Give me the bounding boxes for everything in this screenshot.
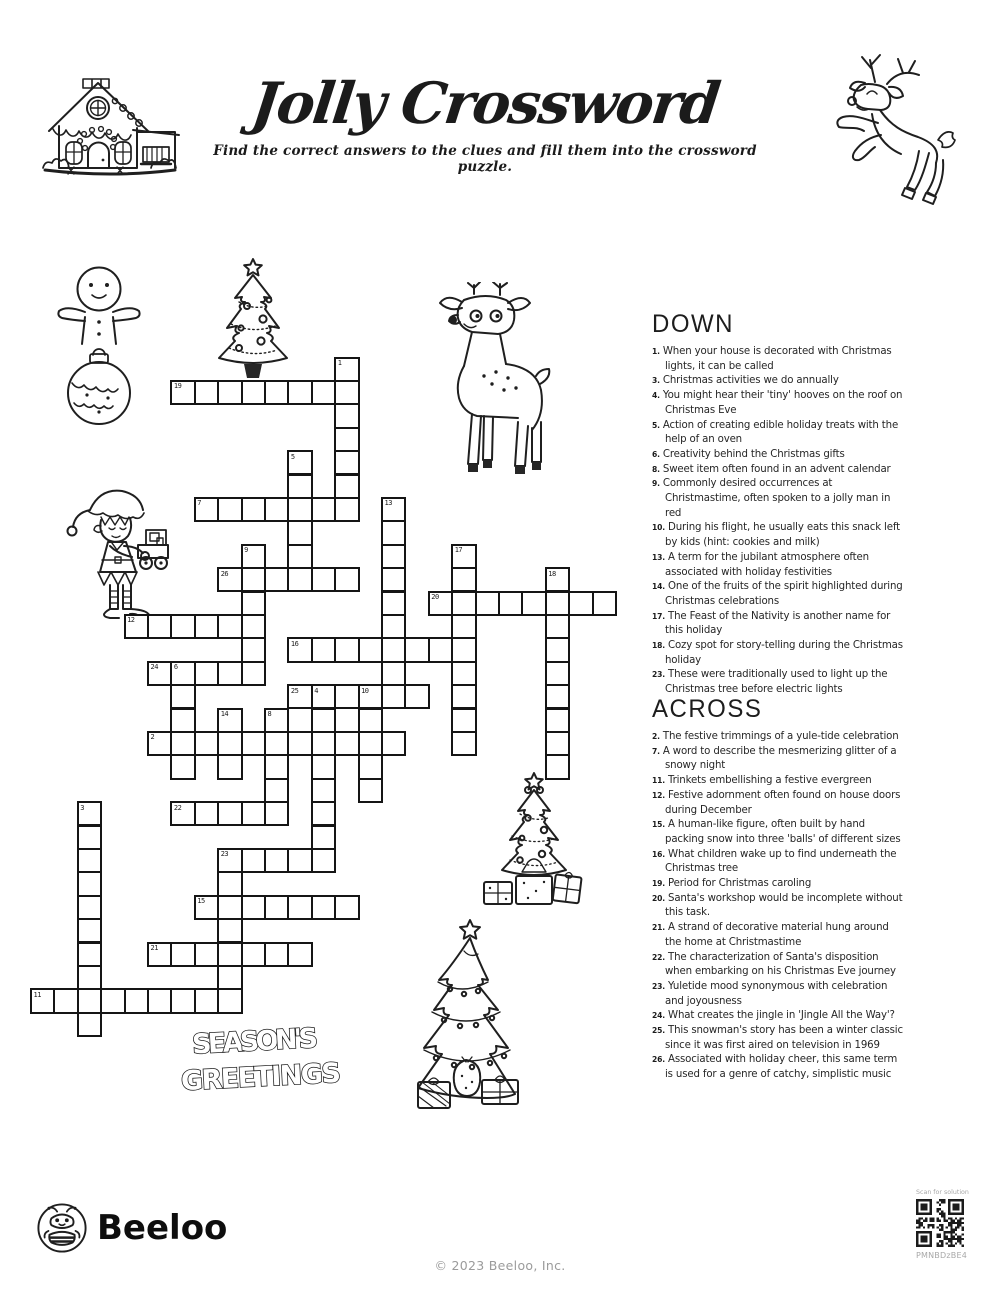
- large-christmas-tree-icon: [398, 916, 576, 1120]
- clue-text: You might hear their 'tiny' hooves on the roof on Christmas Eve: [662, 390, 903, 416]
- down-header: DOWN: [652, 310, 734, 339]
- tree-with-gifts-icon: [478, 770, 590, 918]
- clue-text: A term for the jubilant atmosphere often associated with holiday festivities: [665, 551, 869, 578]
- grid-cell[interactable]: [428, 591, 453, 616]
- across-section: [652, 695, 904, 1083]
- clue-item: [652, 448, 904, 463]
- grid-cell[interactable]: [381, 614, 406, 639]
- clue-item: [652, 610, 904, 639]
- grid-cell[interactable]: [334, 427, 359, 452]
- bee-icon: [36, 1202, 88, 1254]
- grid-cell[interactable]: [545, 754, 570, 779]
- grid-cell[interactable]: [77, 942, 102, 967]
- grid-cell[interactable]: [545, 731, 570, 756]
- grid-cell[interactable]: [217, 848, 242, 873]
- clue-text: Christmas activities we do annually: [662, 375, 839, 387]
- grid-cell[interactable]: [287, 380, 312, 405]
- grid-cell[interactable]: [311, 637, 336, 662]
- grid-cell[interactable]: [498, 591, 523, 616]
- clue-text: Festive adornment often found on house doors during December: [665, 789, 901, 816]
- grid-cell-number: 11: [33, 990, 41, 999]
- clue-number: 19.: [652, 879, 666, 889]
- grid-cell[interactable]: [264, 497, 289, 522]
- grid-cell[interactable]: [451, 684, 476, 709]
- clue-number: 14.: [652, 582, 666, 592]
- grid-cell[interactable]: [358, 778, 383, 803]
- grid-cell[interactable]: [241, 497, 266, 522]
- clue-item: [652, 951, 904, 980]
- grid-cell[interactable]: [451, 637, 476, 662]
- grid-cell[interactable]: [287, 544, 312, 569]
- clue-text: Trinkets embellishing a festive evergreen: [668, 775, 872, 787]
- grid-cell[interactable]: [287, 895, 312, 920]
- grid-cell[interactable]: [451, 591, 476, 616]
- clue-item: [652, 848, 904, 877]
- standing-deer-icon: [420, 282, 560, 482]
- grid-cell[interactable]: [170, 942, 195, 967]
- grid-cell[interactable]: [241, 731, 266, 756]
- grid-cell[interactable]: [194, 731, 219, 756]
- clue-item: [652, 463, 904, 478]
- grid-cell[interactable]: [264, 801, 289, 826]
- grid-cell[interactable]: [311, 497, 336, 522]
- clue-number: 25.: [652, 1026, 666, 1036]
- grid-cell[interactable]: [568, 591, 593, 616]
- grid-cell[interactable]: [451, 661, 476, 686]
- grid-cell[interactable]: [264, 567, 289, 592]
- grid-cell[interactable]: [311, 825, 336, 850]
- clue-number: 26.: [652, 1055, 666, 1065]
- grid-cell[interactable]: [287, 520, 312, 545]
- grid-cell-number: 19: [173, 382, 182, 391]
- clue-text: Creativity behind the Christmas gifts: [662, 448, 845, 460]
- across-clues-list: [652, 730, 904, 1083]
- grid-cell-number: 17: [454, 546, 463, 555]
- grid-cell-number: 25: [290, 686, 299, 695]
- grid-cell-number: 6: [173, 663, 178, 672]
- grid-cell[interactable]: [217, 871, 242, 896]
- clue-item: [652, 789, 904, 818]
- grid-cell[interactable]: [287, 848, 312, 873]
- grid-cell[interactable]: [358, 754, 383, 779]
- clue-text: Yuletide mood synonymous with celebration and joyousness: [665, 980, 888, 1007]
- grid-cell[interactable]: [381, 544, 406, 569]
- grid-cell[interactable]: [100, 988, 125, 1013]
- grid-cell[interactable]: [381, 731, 406, 756]
- grid-cell[interactable]: [241, 848, 266, 873]
- grid-cell[interactable]: [241, 661, 266, 686]
- grid-cell[interactable]: [147, 614, 172, 639]
- grid-cell[interactable]: [545, 661, 570, 686]
- grid-cell[interactable]: [217, 661, 242, 686]
- grid-cell[interactable]: [451, 567, 476, 592]
- grid-cell-number: 16: [290, 639, 299, 648]
- grid-cell[interactable]: [147, 661, 172, 686]
- grid-cell[interactable]: [311, 801, 336, 826]
- grid-cell[interactable]: [77, 1012, 102, 1037]
- grid-cell[interactable]: [358, 637, 383, 662]
- gingerbread-man-ornament-icon: [52, 260, 142, 435]
- grid-cell[interactable]: [334, 474, 359, 499]
- down-section: [652, 310, 904, 698]
- clue-item: [652, 389, 904, 418]
- grid-cell-number: 5: [290, 452, 295, 461]
- grid-cell-number: 8: [267, 710, 272, 718]
- grid-cell[interactable]: [77, 988, 102, 1013]
- clue-number: 24.: [652, 1011, 666, 1021]
- grid-cell[interactable]: [521, 591, 546, 616]
- stamp-line1: SEASON'S: [191, 1022, 319, 1061]
- grid-cell[interactable]: [428, 637, 453, 662]
- grid-cell-number: 26: [220, 569, 229, 578]
- seasons-greetings-stamp: [174, 1016, 346, 1105]
- grid-cell[interactable]: [311, 754, 336, 779]
- grid-cell[interactable]: [358, 708, 383, 733]
- grid-cell-number: 18: [548, 569, 556, 578]
- grid-cell[interactable]: [545, 614, 570, 639]
- clue-item: [652, 551, 904, 580]
- grid-cell[interactable]: [77, 801, 102, 826]
- clue-number: 10.: [652, 523, 666, 533]
- clue-number: 23.: [652, 670, 666, 680]
- grid-cell[interactable]: [77, 871, 102, 896]
- grid-cell-number: 14: [220, 710, 229, 718]
- grid-cell[interactable]: [217, 614, 242, 639]
- clue-item: [652, 892, 904, 921]
- qr-code-id: PMNBDzBE4: [916, 1251, 967, 1260]
- grid-cell[interactable]: [264, 708, 289, 733]
- grid-cell[interactable]: [311, 567, 336, 592]
- grid-cell[interactable]: [334, 357, 359, 382]
- clue-number: 15.: [652, 820, 666, 830]
- clue-text: The festive trimmings of a yule-tide celebration: [662, 731, 899, 742]
- clue-text: Period for Christmas caroling: [668, 878, 812, 890]
- grid-cell[interactable]: [311, 731, 336, 756]
- stamp-line2: GREETINGS: [180, 1057, 342, 1098]
- grid-cell[interactable]: [381, 520, 406, 545]
- grid-cell-number: 23: [220, 850, 229, 859]
- grid-cell-number: 2: [150, 733, 155, 742]
- grid-cell[interactable]: [381, 497, 406, 522]
- grid-cell[interactable]: [381, 661, 406, 686]
- grid-cell[interactable]: [592, 591, 617, 616]
- clue-text: The characterization of Santa's disposition when embarking on his Christmas Eve journey: [665, 951, 896, 978]
- grid-cell[interactable]: [311, 848, 336, 873]
- clue-text: Sweet item often found in an advent calendar: [662, 463, 891, 475]
- across-header: ACROSS: [652, 695, 763, 724]
- grid-cell[interactable]: [241, 895, 266, 920]
- grid-cell[interactable]: [264, 754, 289, 779]
- grid-cell[interactable]: [241, 801, 266, 826]
- qr-hint-label: Scan for solution: [916, 1189, 969, 1196]
- flying-reindeer-icon: [823, 50, 973, 205]
- clue-number: 12.: [652, 790, 666, 800]
- grid-cell[interactable]: [264, 848, 289, 873]
- grid-cell[interactable]: [217, 895, 242, 920]
- grid-cell[interactable]: [170, 684, 195, 709]
- grid-cell-number: 12: [127, 616, 135, 625]
- grid-cell[interactable]: [404, 684, 429, 709]
- clue-item: [652, 774, 904, 789]
- grid-cell[interactable]: [545, 684, 570, 709]
- grid-cell[interactable]: [381, 684, 406, 709]
- grid-cell[interactable]: [311, 708, 336, 733]
- grid-cell[interactable]: [358, 731, 383, 756]
- grid-cell-number: 7: [197, 499, 202, 508]
- clue-item: [652, 1024, 904, 1053]
- grid-cell[interactable]: [381, 567, 406, 592]
- clue-number: 4.: [652, 391, 660, 401]
- grid-cell[interactable]: [217, 567, 242, 592]
- grid-cell[interactable]: [217, 731, 242, 756]
- grid-cell[interactable]: [194, 895, 219, 920]
- grid-cell[interactable]: [194, 497, 219, 522]
- grid-cell[interactable]: [334, 684, 359, 709]
- clue-text: Santa's workshop would be incomplete without this task.: [665, 892, 903, 919]
- grid-cell[interactable]: [124, 614, 149, 639]
- clue-item: [652, 818, 904, 847]
- grid-cell-number: 4: [314, 686, 319, 695]
- clue-number: 13.: [652, 552, 666, 562]
- grid-cell[interactable]: [53, 988, 78, 1013]
- clue-item: [652, 521, 904, 550]
- grid-cell[interactable]: [358, 684, 383, 709]
- grid-cell[interactable]: [77, 848, 102, 873]
- clue-item: [652, 374, 904, 389]
- grid-cell[interactable]: [264, 778, 289, 803]
- grid-cell[interactable]: [147, 731, 172, 756]
- clue-item: [652, 419, 904, 448]
- grid-cell[interactable]: [264, 895, 289, 920]
- qr-block: [916, 1189, 978, 1260]
- grid-cell[interactable]: [451, 614, 476, 639]
- clue-text: This snowman's story has been a winter classic since it was first aired on television in 1969: [665, 1025, 903, 1051]
- clue-number: 2.: [652, 732, 660, 741]
- grid-cell[interactable]: [241, 591, 266, 616]
- grid-cell[interactable]: [77, 825, 102, 850]
- grid-cell[interactable]: [311, 895, 336, 920]
- grid-cell[interactable]: [217, 942, 242, 967]
- grid-cell[interactable]: [77, 918, 102, 943]
- clue-number: 1.: [652, 347, 660, 356]
- grid-cell[interactable]: [451, 544, 476, 569]
- grid-cell[interactable]: [264, 942, 289, 967]
- grid-cell[interactable]: [334, 895, 359, 920]
- clue-number: 11.: [652, 776, 666, 786]
- small-christmas-tree-icon: [203, 256, 303, 384]
- clue-number: 21.: [652, 923, 666, 933]
- grid-cell[interactable]: [545, 567, 570, 592]
- clue-text: Cozy spot for story-telling during the Christmas holiday: [665, 640, 903, 666]
- grid-cell[interactable]: [217, 754, 242, 779]
- clue-item: [652, 477, 904, 521]
- grid-cell[interactable]: [241, 942, 266, 967]
- qr-code: [916, 1199, 978, 1247]
- grid-cell[interactable]: [545, 637, 570, 662]
- grid-cell[interactable]: [287, 450, 312, 475]
- grid-cell[interactable]: [475, 591, 500, 616]
- grid-cell[interactable]: [194, 380, 219, 405]
- grid-cell[interactable]: [30, 988, 55, 1013]
- grid-cell-number: 21: [150, 944, 158, 952]
- clue-item: [652, 580, 904, 609]
- grid-cell[interactable]: [334, 380, 359, 405]
- grid-cell[interactable]: [77, 895, 102, 920]
- grid-cell[interactable]: [381, 637, 406, 662]
- clue-text: During his flight, he usually eats this snack left by kids (hint: cookies and milk): [665, 522, 900, 549]
- grid-cell-number: 20: [431, 593, 439, 601]
- clue-item: [652, 1009, 904, 1024]
- clue-number: 16.: [652, 849, 666, 859]
- grid-cell-number: 1: [337, 359, 342, 367]
- clue-number: 8.: [652, 464, 660, 474]
- grid-cell[interactable]: [287, 684, 312, 709]
- clue-item: [652, 745, 904, 774]
- page-subtitle: Find the correct answers to the clues and fill them into the crossword puzzle.: [213, 143, 757, 175]
- clue-number: 17.: [652, 611, 666, 621]
- grid-cell[interactable]: [334, 450, 359, 475]
- grid-cell[interactable]: [217, 497, 242, 522]
- grid-cell-number: 13: [384, 499, 392, 508]
- grid-cell[interactable]: [287, 474, 312, 499]
- grid-cell[interactable]: [241, 567, 266, 592]
- clue-text: Commonly desired occurrences at Christmastime, often spoken to a jolly man in red: [662, 478, 891, 519]
- grid-cell[interactable]: [241, 637, 266, 662]
- grid-cell[interactable]: [287, 567, 312, 592]
- grid-cell[interactable]: [451, 731, 476, 756]
- grid-cell[interactable]: [170, 708, 195, 733]
- clue-item: [652, 668, 904, 697]
- grid-cell[interactable]: [334, 637, 359, 662]
- grid-cell[interactable]: [451, 708, 476, 733]
- clue-number: 23.: [652, 981, 666, 991]
- grid-cell[interactable]: [217, 988, 242, 1013]
- clue-number: 20.: [652, 893, 666, 903]
- grid-cell[interactable]: [170, 988, 195, 1013]
- grid-cell[interactable]: [147, 988, 172, 1013]
- grid-cell[interactable]: [194, 661, 219, 686]
- clue-number: 22.: [652, 952, 666, 962]
- grid-cell[interactable]: [170, 754, 195, 779]
- grid-cell[interactable]: [311, 778, 336, 803]
- grid-cell[interactable]: [264, 380, 289, 405]
- clue-item: [652, 921, 904, 950]
- clue-number: 18.: [652, 641, 666, 651]
- clue-text: These were traditionally used to light up the Christmas tree before electric lights: [665, 669, 888, 696]
- clue-text: Action of creating edible holiday treats with the help of an oven: [662, 419, 899, 446]
- grid-cell[interactable]: [170, 801, 195, 826]
- grid-cell[interactable]: [194, 801, 219, 826]
- grid-cell[interactable]: [147, 942, 172, 967]
- clue-number: 5.: [652, 420, 660, 430]
- clue-text: One of the fruits of the spirit highlighted during Christmas celebrations: [665, 581, 903, 607]
- clue-item: [652, 877, 904, 892]
- grid-cell[interactable]: [381, 591, 406, 616]
- grid-cell[interactable]: [334, 403, 359, 428]
- grid-cell[interactable]: [287, 731, 312, 756]
- grid-cell[interactable]: [311, 380, 336, 405]
- grid-cell[interactable]: [170, 731, 195, 756]
- copyright-text: © 2023 Beeloo, Inc.: [434, 1258, 566, 1273]
- grid-cell[interactable]: [241, 544, 266, 569]
- grid-cell[interactable]: [311, 684, 336, 709]
- clue-text: Associated with holiday cheer, this same term is used for a genre of catchy, simplistic music: [665, 1054, 898, 1081]
- grid-cell[interactable]: [194, 942, 219, 967]
- clue-number: 6.: [652, 449, 660, 459]
- grid-cell[interactable]: [287, 942, 312, 967]
- clue-text: A strand of decorative material hung around the home at Christmastime: [665, 922, 889, 948]
- grid-cell-number: 10: [361, 686, 369, 695]
- grid-cell-number: 15: [197, 897, 205, 906]
- grid-cell[interactable]: [170, 614, 195, 639]
- grid-cell-number: 22: [173, 803, 182, 812]
- grid-cell[interactable]: [334, 731, 359, 756]
- grid-cell[interactable]: [170, 380, 195, 405]
- grid-cell[interactable]: [264, 731, 289, 756]
- grid-cell-number: 24: [150, 663, 158, 672]
- grid-cell[interactable]: [77, 965, 102, 990]
- grid-cell[interactable]: [170, 661, 195, 686]
- grid-cell[interactable]: [287, 637, 312, 662]
- clue-item: [652, 980, 904, 1009]
- clue-text: What children wake up to find underneath the Christmas tree: [665, 848, 897, 875]
- clue-number: 7.: [652, 746, 660, 756]
- clue-text: The Feast of the Nativity is another name for this holiday: [665, 610, 891, 637]
- grid-cell[interactable]: [217, 708, 242, 733]
- clue-item: [652, 1053, 904, 1082]
- clue-text: When your house is decorated with Christmas lights, it can be called: [662, 346, 892, 372]
- grid-cell[interactable]: [545, 591, 570, 616]
- grid-cell-number: 3: [80, 803, 85, 812]
- grid-cell[interactable]: [241, 380, 266, 405]
- clue-item: [652, 345, 904, 374]
- grid-cell[interactable]: [241, 614, 266, 639]
- grid-cell[interactable]: [194, 988, 219, 1013]
- elf-with-toy-train-icon: [60, 480, 175, 620]
- gingerbread-house-icon: [35, 68, 185, 178]
- grid-cell[interactable]: [287, 497, 312, 522]
- grid-cell[interactable]: [334, 497, 359, 522]
- clue-item: [652, 730, 904, 745]
- grid-cell[interactable]: [194, 614, 219, 639]
- grid-cell-number: 9: [244, 546, 248, 555]
- page-title: Jolly Crossword: [248, 70, 723, 137]
- grid-cell[interactable]: [545, 708, 570, 733]
- clue-text: A human-like figure, often built by hand packing snow into three 'balls' of different sizes: [665, 819, 901, 845]
- down-clues-list: [652, 345, 904, 698]
- grid-cell[interactable]: [217, 801, 242, 826]
- brand-name: Beeloo: [97, 1208, 228, 1248]
- beeloo-logo: [36, 1202, 227, 1254]
- grid-cell[interactable]: [217, 918, 242, 943]
- clue-number: 3.: [652, 376, 660, 386]
- grid-cell[interactable]: [404, 637, 429, 662]
- clue-text: What creates the jingle in 'Jingle All the Way'?: [668, 1010, 895, 1022]
- grid-cell[interactable]: [334, 567, 359, 592]
- grid-cell[interactable]: [217, 380, 242, 405]
- clue-number: 9.: [652, 479, 660, 489]
- clue-item: [652, 639, 904, 668]
- grid-cell[interactable]: [217, 965, 242, 990]
- clue-text: A word to describe the mesmerizing glitter of a snowy night: [662, 745, 897, 772]
- grid-cell[interactable]: [124, 988, 149, 1013]
